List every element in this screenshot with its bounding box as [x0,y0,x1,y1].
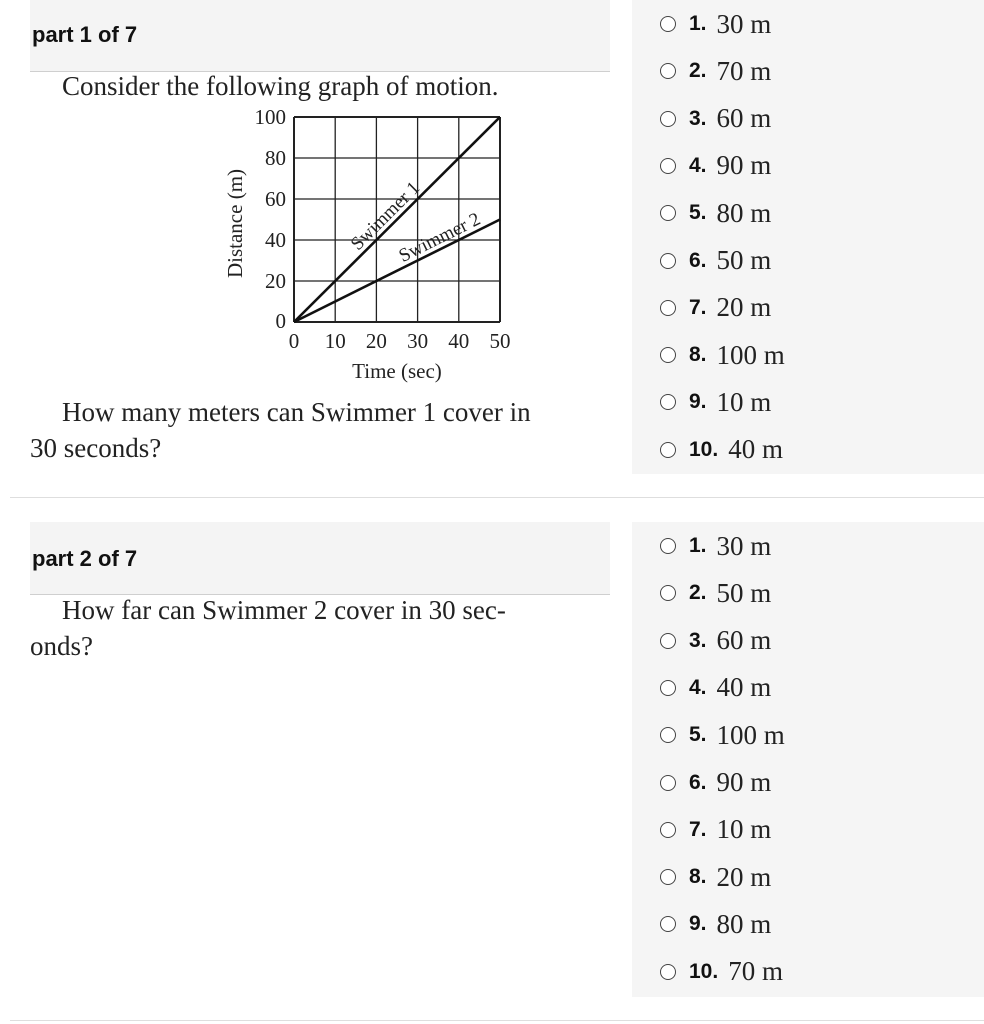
answer-option[interactable] [660,904,771,944]
answer-value: 80 m [716,908,772,939]
answer-option[interactable] [660,763,771,803]
answer-value: 90 m [716,767,772,797]
y-tick-label: 0 [275,309,286,333]
question-line-1: How far can Swimmer 2 cover in 30 sec- [62,595,506,625]
radio-circle-icon[interactable] [660,158,676,174]
answer-option[interactable] [660,4,771,44]
answer-number: 7. [689,295,707,319]
x-tick-label: 10 [324,329,346,353]
y-tick-label: 40 [265,228,286,252]
x-tick-label: 50 [489,329,511,353]
answer-number: 6. [689,248,707,272]
answer-number: 5. [689,723,707,747]
answer-number: 1. [689,534,707,557]
question-line-2: 30 seconds? [30,433,162,463]
answer-value: 100 m [716,719,785,750]
y-axis-title: Distance (m) [223,168,247,279]
answer-option[interactable] [660,146,771,186]
radio-circle-icon[interactable] [660,916,676,932]
answer-option[interactable] [660,810,771,850]
motion-graph-svg [190,100,530,390]
divider [10,497,984,498]
answer-option[interactable] [660,335,785,375]
radio-circle-icon[interactable] [660,442,676,458]
part-1-question-text [30,394,610,466]
answer-option[interactable] [660,193,771,233]
answer-value: 30 m [716,8,772,39]
radio-circle-icon[interactable] [660,394,676,410]
answer-number: 10. [689,437,719,461]
part-1-header [30,0,610,72]
answer-value: 10 m [716,386,772,417]
answer-number: 9. [689,390,707,414]
answer-number: 2. [689,59,707,83]
y-tick-label: 80 [265,146,286,170]
answer-value: 90 m [716,150,772,181]
answer-number: 6. [689,770,707,794]
answer-number: 8. [689,865,707,889]
radio-circle-icon[interactable] [660,633,676,649]
motion-graph [190,100,530,390]
radio-circle-icon[interactable] [660,727,676,743]
radio-circle-icon[interactable] [660,16,676,32]
y-tick-label: 60 [265,187,286,211]
radio-circle-icon[interactable] [660,822,676,838]
radio-circle-icon[interactable] [660,63,676,79]
answer-value: 40 m [728,434,783,465]
answer-number: 3. [689,628,707,652]
answer-value: 60 m [716,103,772,134]
question-line-2: onds? [30,631,93,661]
intro-text: Consider the following graph of motion. [62,71,499,101]
answer-value: 30 m [716,530,772,561]
answer-number: 4. [689,153,707,177]
answer-number: 1. [689,12,707,35]
answer-value: 10 m [716,814,772,845]
radio-circle-icon[interactable] [660,111,676,127]
x-tick-label: 30 [407,329,429,353]
radio-circle-icon[interactable] [660,300,676,316]
part-1-question [30,0,610,497]
answer-number: 4. [689,675,707,699]
answer-option[interactable] [660,99,771,139]
answer-value: 40 m [716,672,772,703]
answer-number: 5. [689,201,707,225]
answer-number: 3. [689,106,707,130]
part-1-intro [30,68,610,104]
radio-circle-icon[interactable] [660,680,676,696]
radio-circle-icon[interactable] [660,775,676,791]
part-2-question-text [30,592,610,664]
answer-number: 8. [689,343,707,367]
part-2-title: part 2 of 7 [32,546,138,571]
answer-value: 80 m [716,197,772,228]
y-tick-label: 20 [265,269,286,293]
radio-circle-icon[interactable] [660,253,676,269]
answer-option[interactable] [660,241,771,281]
x-tick-label: 0 [288,329,300,353]
answer-option[interactable] [660,573,771,613]
divider [10,1020,984,1021]
answer-option[interactable] [660,51,771,91]
series-label-swimmer-1: Swimmer 1 [346,177,425,255]
answer-value: 70 m [716,55,772,86]
y-tick-label: 100 [254,105,286,129]
part-1-title: part 1 of 7 [32,22,138,47]
part-1-section [0,0,984,497]
answer-option[interactable] [660,430,783,470]
answer-option[interactable] [660,715,785,755]
radio-circle-icon[interactable] [660,347,676,363]
radio-circle-icon[interactable] [660,205,676,221]
answer-option[interactable] [660,668,771,708]
answer-option[interactable] [660,288,771,328]
answer-number: 9. [689,912,707,936]
answer-number: 2. [689,581,707,605]
answer-value: 70 m [728,956,783,987]
answer-value: 50 m [716,245,772,275]
radio-circle-icon[interactable] [660,964,676,980]
series-label-swimmer-2: Swimmer 2 [395,208,484,267]
answer-option[interactable] [660,621,771,661]
question-line-1: How many meters can Swimmer 1 cover in [62,397,531,427]
part-2-question [30,522,610,1012]
answer-option[interactable] [660,526,771,566]
part-2-section [0,522,984,1012]
answer-value: 60 m [716,625,772,656]
answer-number: 7. [689,817,707,841]
answer-option[interactable] [660,382,771,422]
radio-circle-icon[interactable] [660,869,676,885]
answer-value: 20 m [716,861,772,892]
radio-circle-icon[interactable] [660,538,676,554]
part-2-header [30,522,610,595]
answer-option[interactable] [660,857,771,897]
x-axis-title: Time (sec) [352,359,442,383]
radio-circle-icon[interactable] [660,585,676,601]
answer-option[interactable] [660,952,783,992]
answer-value: 20 m [716,292,772,323]
x-tick-label: 20 [365,329,387,353]
answer-value: 50 m [716,577,772,608]
x-tick-label: 40 [448,329,470,353]
answer-number: 10. [689,959,719,983]
answer-value: 100 m [716,339,785,370]
